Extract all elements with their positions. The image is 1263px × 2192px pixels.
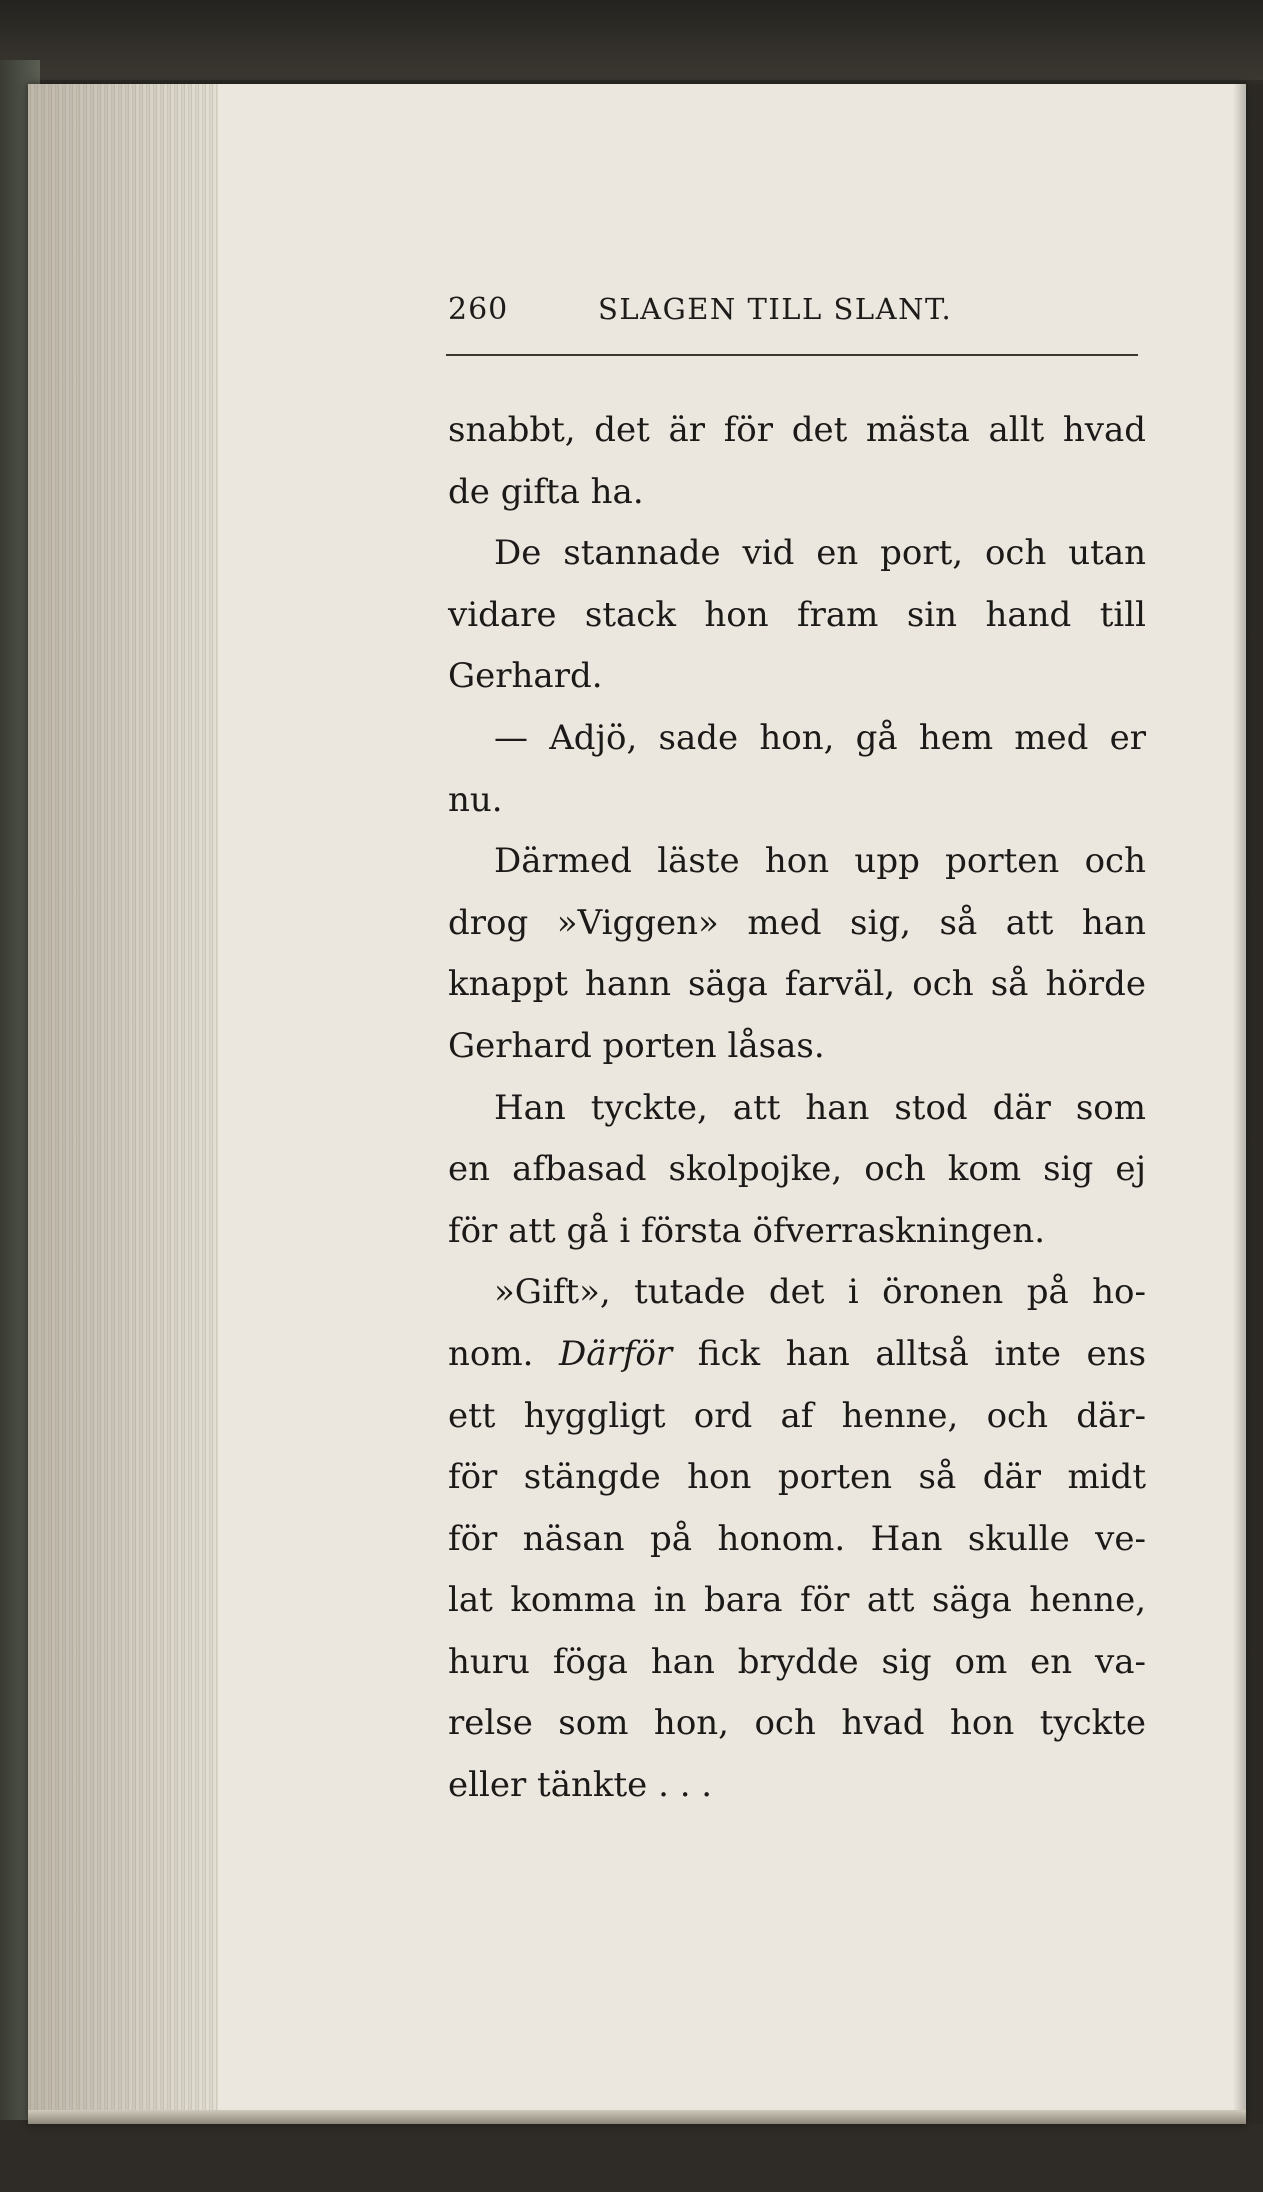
page-right-shadow — [1233, 84, 1263, 2124]
text-line: lat komma in bara för att säga henne, — [448, 1580, 1146, 1621]
text-line: för näsan på honom. Han skulle ve- — [448, 1518, 1146, 1559]
book-cover-top — [0, 0, 1263, 80]
text-line: Gerhard. — [448, 656, 603, 697]
text-line: en afbasad skolpojke, och kom sig ej — [448, 1149, 1146, 1190]
page-bottom-edge — [28, 2110, 1246, 2124]
text-line: relse som hon, och hvad hon tyckte — [448, 1703, 1146, 1744]
text-line: huru föga han brydde sig om en va- — [448, 1641, 1146, 1682]
header-rule — [446, 354, 1138, 356]
text-line: Han tyckte, att han stod där som — [494, 1087, 1146, 1128]
text-line: »Gift», tutade det i öronen på ho- — [494, 1272, 1146, 1313]
text-line: De stannade vid en port, och utan — [494, 533, 1146, 574]
running-title: SLAGEN TILL SLANT. — [598, 292, 953, 326]
text-line: de gifta ha. — [448, 471, 644, 512]
page-number: 260 — [448, 292, 509, 327]
body-text — [448, 400, 1146, 1817]
page-stack-shade — [28, 84, 218, 2124]
text-line: Gerhard porten låsas. — [448, 1025, 825, 1066]
text-segment: nom. — [448, 1333, 534, 1374]
italic-emphasis: Därför — [559, 1333, 673, 1374]
text-line: drog »Viggen» med sig, så att han — [448, 902, 1146, 943]
text-line: — Adjö, sade hon, gå hem med er — [494, 717, 1146, 758]
text-line: knappt hann säga farväl, och så hörde — [448, 964, 1146, 1005]
text-segment: fick han alltså inte ens — [697, 1333, 1147, 1374]
text-line: för att gå i första öfverraskningen. — [448, 1210, 1046, 1251]
text-line: nu. — [448, 779, 503, 820]
text-line-mixed — [448, 1324, 1146, 1386]
text-line: Därmed läste hon upp porten och — [494, 841, 1146, 882]
text-line: eller tänkte . . . — [448, 1765, 713, 1806]
text-line: snabbt, det är för det mästa allt hvad — [448, 410, 1146, 450]
page-header — [448, 292, 1148, 340]
text-line: ett hyggligt ord af henne, och där- — [448, 1395, 1146, 1436]
text-line: för stängde hon porten så där midt — [448, 1457, 1146, 1498]
text-line: vidare stack hon fram sin hand till — [448, 594, 1146, 635]
